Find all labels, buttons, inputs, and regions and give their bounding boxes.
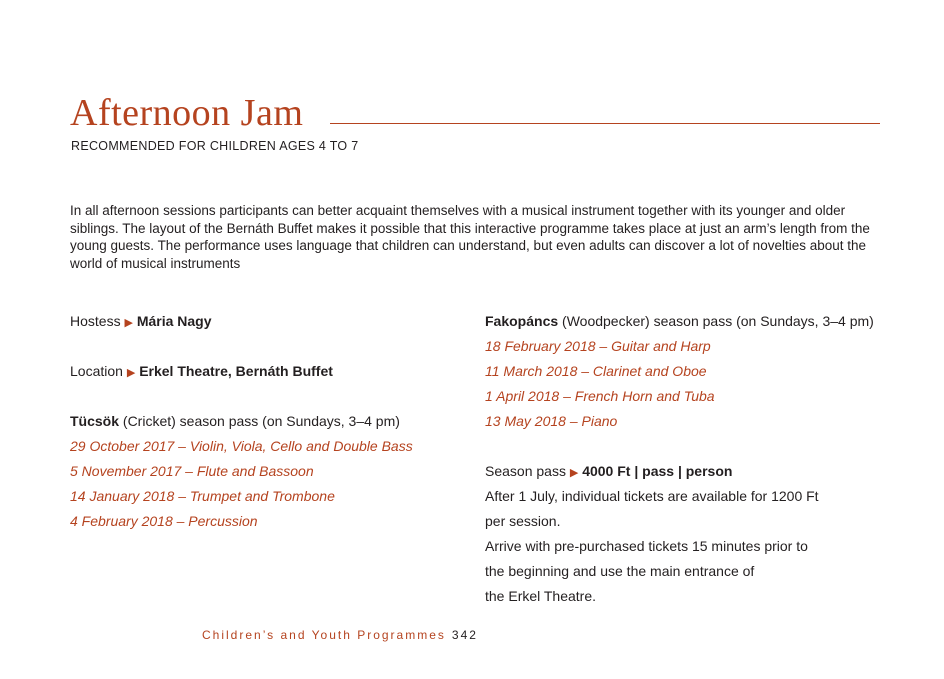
season-pass-heading bbox=[70, 409, 413, 434]
season-pass-name: Tücsök bbox=[70, 413, 120, 429]
location-name: Erkel Theatre, Bernáth Buffet bbox=[139, 363, 333, 379]
season-pass-desc: (Woodpecker) season pass (on Sundays, 3–4 pm) bbox=[558, 313, 874, 329]
right-column bbox=[485, 309, 874, 609]
price-label: Season pass bbox=[485, 463, 566, 479]
title-rule bbox=[330, 123, 880, 124]
session-date: 13 May 2018 – Piano bbox=[485, 413, 618, 429]
price-value: 4000 Ft | pass | person bbox=[582, 463, 733, 479]
page-number: 342 bbox=[451, 628, 478, 642]
footer-section: Children’s and Youth Programmes bbox=[202, 628, 446, 642]
page-footer bbox=[202, 626, 478, 644]
session-date: 29 October 2017 – Violin, Viola, Cello and Double Bass bbox=[70, 438, 413, 454]
location-line bbox=[70, 359, 413, 384]
location-label: Location bbox=[70, 363, 123, 379]
intro-paragraph: In all afternoon sessions participants can better acquaint themselves with a musical instrument together with its younger and older siblings. The layout of the Bernáth Buffet makes it possible that this interactive programme takes place at just an arm’s length from the young guests. The performance uses language that children can understand, but even adults can discover a lot of novelties about the world of musical instruments bbox=[70, 203, 870, 271]
page-title: Afternoon Jam bbox=[70, 92, 304, 134]
ticket-note: Arrive with pre-purchased tickets 15 minutes prior to bbox=[485, 538, 808, 554]
season-pass-desc: (Cricket) season pass (on Sundays, 3–4 pm) bbox=[119, 413, 400, 429]
age-recommendation: RECOMMENDED FOR CHILDREN AGES 4 TO 7 bbox=[71, 139, 359, 153]
hostess-label: Hostess bbox=[70, 313, 121, 329]
session-date: 4 February 2018 – Percussion bbox=[70, 513, 258, 529]
spacer bbox=[70, 334, 413, 359]
left-column bbox=[70, 309, 413, 534]
arrow-icon: ▶ bbox=[569, 467, 579, 479]
price-line bbox=[485, 459, 874, 484]
ticket-note: per session. bbox=[485, 513, 561, 529]
ticket-note: After 1 July, individual tickets are available for 1200 Ft bbox=[485, 488, 819, 504]
session-date: 14 January 2018 – Trumpet and Trombone bbox=[70, 488, 335, 504]
session-date: 11 March 2018 – Clarinet and Oboe bbox=[485, 363, 707, 379]
session-date: 5 November 2017 – Flute and Bassoon bbox=[70, 463, 314, 479]
session-date: 1 April 2018 – French Horn and Tuba bbox=[485, 388, 715, 404]
hostess-name: Mária Nagy bbox=[136, 313, 212, 329]
ticket-note: the beginning and use the main entrance of bbox=[485, 563, 755, 579]
arrow-icon: ▶ bbox=[126, 367, 136, 379]
ticket-note: the Erkel Theatre. bbox=[485, 588, 597, 604]
arrow-icon: ▶ bbox=[124, 317, 133, 329]
season-pass-heading bbox=[485, 309, 874, 334]
spacer bbox=[485, 434, 874, 459]
session-date: 18 February 2018 – Guitar and Harp bbox=[485, 338, 711, 354]
spacer bbox=[70, 384, 413, 409]
season-pass-name: Fakopáncs bbox=[485, 313, 559, 329]
hostess-line bbox=[70, 309, 413, 334]
